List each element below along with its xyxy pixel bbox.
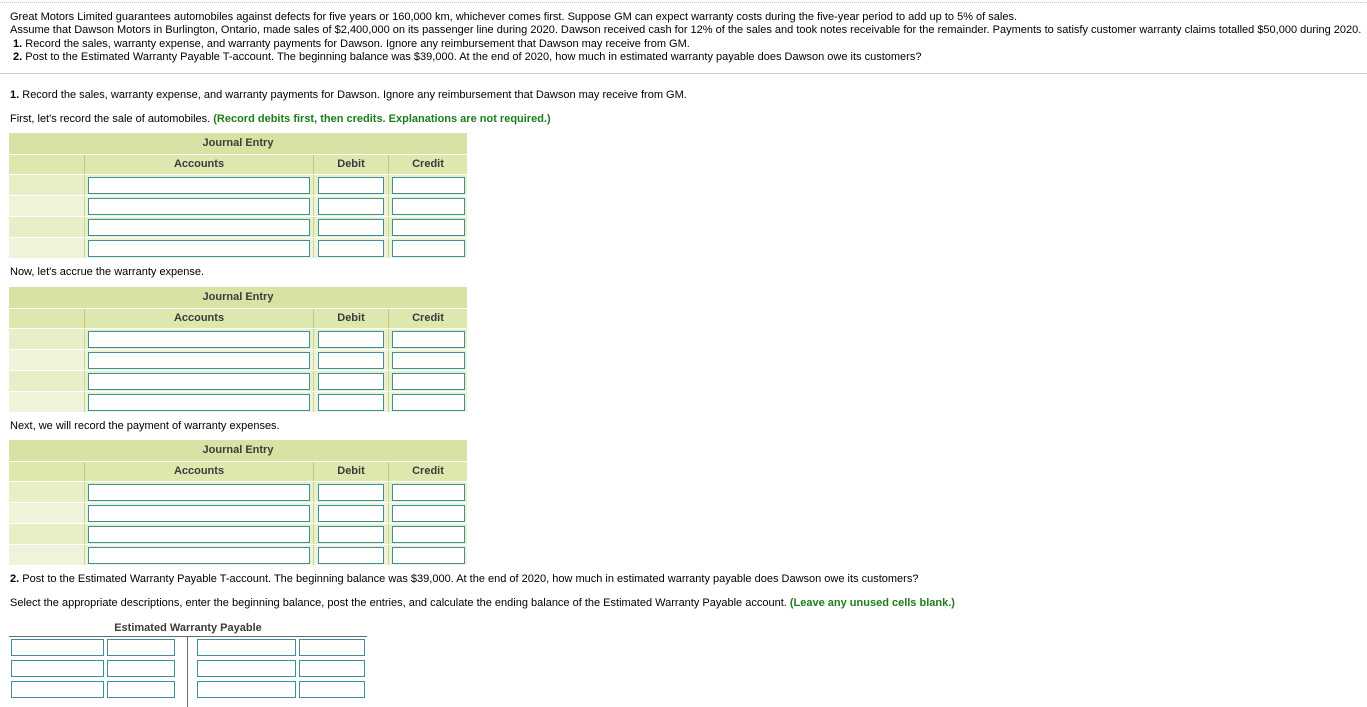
debit-amount-input[interactable] xyxy=(107,681,175,698)
problem-line-1: Great Motors Limited guarantees automobiles against defects for five years or 160,000 km, whichever comes first. Suppose GM can expect warranty costs during the five-year period to add up to 5% of sales. xyxy=(10,11,1017,23)
debit-description-input[interactable] xyxy=(11,660,104,677)
credit-input[interactable] xyxy=(392,373,465,390)
account-input[interactable] xyxy=(88,177,310,194)
credit-description-input[interactable] xyxy=(197,660,296,677)
account-input[interactable] xyxy=(88,505,310,522)
accounts-column-header: Accounts xyxy=(85,462,314,481)
sales-instruction xyxy=(10,113,551,125)
part1-heading xyxy=(10,89,687,101)
payment-instruction: Next, we will record the payment of warranty expenses. xyxy=(10,420,280,432)
account-input[interactable] xyxy=(88,240,310,257)
debit-input[interactable] xyxy=(318,331,384,348)
problem-question-1 xyxy=(13,38,690,50)
journal-title: Journal Entry xyxy=(9,440,467,461)
account-input[interactable] xyxy=(88,352,310,369)
credit-input[interactable] xyxy=(392,505,465,522)
journal-row xyxy=(9,349,467,370)
section-divider xyxy=(0,73,1367,74)
top-divider xyxy=(0,2,1367,3)
accounts-column-header: Accounts xyxy=(85,155,314,174)
t-account-instruction xyxy=(10,597,955,609)
account-input[interactable] xyxy=(88,331,310,348)
credit-input[interactable] xyxy=(392,352,465,369)
credit-input[interactable] xyxy=(392,394,465,411)
debit-input[interactable] xyxy=(318,505,384,522)
journal-row xyxy=(9,328,467,349)
journal-title: Journal Entry xyxy=(9,133,467,154)
part2-heading xyxy=(10,573,918,585)
debit-amount-input[interactable] xyxy=(107,660,175,677)
credit-column-header: Credit xyxy=(412,312,444,324)
journal-column-headers xyxy=(9,461,467,481)
account-input[interactable] xyxy=(88,198,310,215)
t-account-title: Estimated Warranty Payable xyxy=(114,622,262,634)
part-number: 1. xyxy=(10,89,20,101)
blank-column-header xyxy=(9,462,85,481)
journal-row xyxy=(9,174,467,195)
credit-input[interactable] xyxy=(392,526,465,543)
journal-row xyxy=(9,195,467,216)
credit-input[interactable] xyxy=(392,547,465,564)
debit-description-input[interactable] xyxy=(11,681,104,698)
credit-input[interactable] xyxy=(392,198,465,215)
account-input[interactable] xyxy=(88,219,310,236)
journal-title: Journal Entry xyxy=(9,287,467,308)
part-heading-text: Post to the Estimated Warranty Payable T-account. The beginning balance was $39,000. At the end of 2020, how much in estimated warranty payable does Dawson owe its customers? xyxy=(22,573,919,585)
credit-description-input[interactable] xyxy=(197,681,296,698)
part-heading-text: Record the sales, warranty expense, and warranty payments for Dawson. Ignore any reimbursement that Dawson may receive from GM. xyxy=(22,89,687,101)
credit-input[interactable] xyxy=(392,331,465,348)
question-text: Post to the Estimated Warranty Payable T-account. The beginning balance was $39,000. At the end of 2020, how much in estimated warranty payable does Dawson owe its customers? xyxy=(25,51,922,63)
blank-column-header xyxy=(9,155,85,174)
journal-column-headers xyxy=(9,308,467,328)
question-text: Record the sales, warranty expense, and warranty payments for Dawson. Ignore any reimbursement that Dawson may receive from GM. xyxy=(25,38,690,50)
debit-amount-input[interactable] xyxy=(107,639,175,656)
account-input[interactable] xyxy=(88,394,310,411)
journal-table-warranty-expense xyxy=(9,287,467,412)
journal-row xyxy=(9,481,467,502)
debit-description-input[interactable] xyxy=(11,639,104,656)
debit-input[interactable] xyxy=(318,177,384,194)
credit-description-input[interactable] xyxy=(197,639,296,656)
credit-input[interactable] xyxy=(392,240,465,257)
debit-input[interactable] xyxy=(318,352,384,369)
credit-input[interactable] xyxy=(392,484,465,501)
instruction-note: (Record debits first, then credits. Explanations are not required.) xyxy=(213,113,551,125)
journal-row xyxy=(9,216,467,237)
credit-column-header: Credit xyxy=(412,465,444,477)
instruction-text: First, let's record the sale of automobiles. xyxy=(10,113,211,125)
credit-input[interactable] xyxy=(392,177,465,194)
t-account xyxy=(9,620,367,707)
accounts-column-header: Accounts xyxy=(85,309,314,328)
credit-amount-input[interactable] xyxy=(299,681,365,698)
t-account-divider xyxy=(187,637,188,707)
account-input[interactable] xyxy=(88,547,310,564)
account-input[interactable] xyxy=(88,526,310,543)
problem-question-2 xyxy=(13,51,921,63)
debit-input[interactable] xyxy=(318,198,384,215)
problem-line-2: Assume that Dawson Motors in Burlington, Ontario, made sales of $2,400,000 on its passenger line during 2020. Dawson received cash for 12% of the sales and took notes receivable for the remainder. Payments to satisfy customer warranty claims totalled $50,000 during 2020. xyxy=(10,24,1362,36)
journal-table-sales xyxy=(9,133,467,258)
debit-column-header: Debit xyxy=(314,462,389,481)
journal-column-headers xyxy=(9,154,467,174)
credit-amount-input[interactable] xyxy=(299,639,365,656)
journal-row xyxy=(9,391,467,412)
credit-column-header: Credit xyxy=(412,158,444,170)
debit-column-header: Debit xyxy=(314,155,389,174)
debit-input[interactable] xyxy=(318,219,384,236)
journal-row xyxy=(9,502,467,523)
t-account-body xyxy=(9,637,367,707)
credit-input[interactable] xyxy=(392,219,465,236)
journal-table-warranty-payment xyxy=(9,440,467,565)
instruction-note: (Leave any unused cells blank.) xyxy=(789,597,955,609)
accrue-instruction: Now, let's accrue the warranty expense. xyxy=(10,266,205,278)
part-number: 2. xyxy=(10,573,20,585)
credit-amount-input[interactable] xyxy=(299,660,365,677)
journal-row xyxy=(9,237,467,258)
debit-column-header: Debit xyxy=(314,309,389,328)
account-input[interactable] xyxy=(88,373,310,390)
debit-input[interactable] xyxy=(318,394,384,411)
debit-input[interactable] xyxy=(318,484,384,501)
account-input[interactable] xyxy=(88,484,310,501)
instruction-text: Select the appropriate descriptions, enter the beginning balance, post the entries, and calculate the ending balance of the Estimated Warranty Payable account. xyxy=(10,597,787,609)
journal-row xyxy=(9,523,467,544)
debit-input[interactable] xyxy=(318,373,384,390)
debit-input[interactable] xyxy=(318,547,384,564)
debit-input[interactable] xyxy=(318,240,384,257)
journal-row xyxy=(9,370,467,391)
question-number: 2. xyxy=(13,51,23,63)
debit-input[interactable] xyxy=(318,526,384,543)
journal-row xyxy=(9,544,467,565)
question-number: 1. xyxy=(13,38,23,50)
blank-column-header xyxy=(9,309,85,328)
